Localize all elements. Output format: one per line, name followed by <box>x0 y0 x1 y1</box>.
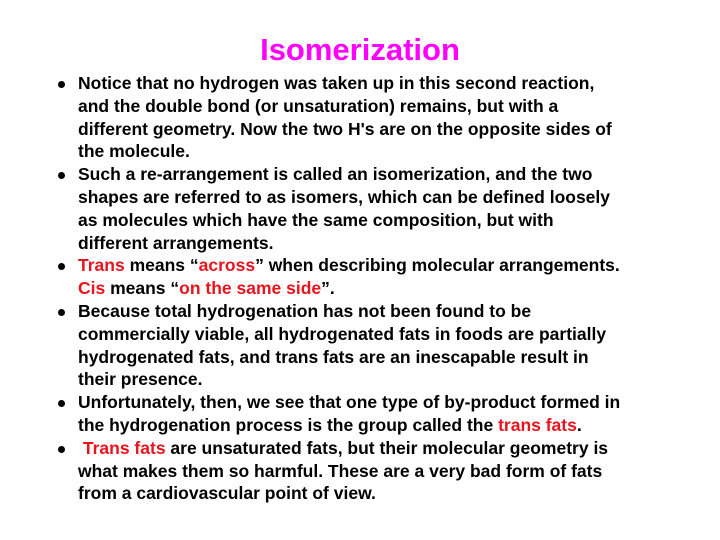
highlight-trans-fats: Trans fats <box>82 437 166 458</box>
bullet-item-by-product <box>53 391 703 437</box>
bullet-item-no-hydrogen <box>53 72 703 163</box>
slide-title: Isomerization <box>260 32 460 67</box>
bullet-item-total-hydrogenation <box>53 300 703 391</box>
text-segment: means “ <box>105 278 180 299</box>
text-segment: ” when describing molecular arrangements. <box>255 255 620 276</box>
bullet-line: Notice that no hydrogen was taken up in this second reaction, <box>78 73 595 93</box>
bullet-line: their presence. <box>78 369 203 390</box>
text-segment: . <box>576 414 582 435</box>
bullet-line: shapes are referred to as isomers, which can be defined loosely <box>78 186 611 207</box>
bullet-line <box>78 277 703 300</box>
highlight-across: across <box>198 255 256 276</box>
bullet-line: and the double bond (or unsaturation) remains, but with a <box>78 95 559 116</box>
bullet-line: different geometry. Now the two H's are on the opposite sides of <box>78 118 612 139</box>
term-trans: Trans <box>78 255 125 276</box>
highlight-trans-fats: trans fats <box>498 414 577 435</box>
bullet-line <box>78 254 703 277</box>
bullet-line: what makes them so harmful. These are a very bad form of fats <box>78 460 603 481</box>
text-segment: ”. <box>321 278 335 299</box>
bullet-line <box>78 437 703 460</box>
bullet-line: Such a re-arrangement is called an isomerization, and the two <box>78 164 593 185</box>
bullet-line: different arrangements. <box>78 232 274 253</box>
text-segment: means “ <box>124 255 199 276</box>
bullet-line: from a cardiovascular point of view. <box>78 483 376 504</box>
highlight-same-side: on the same side <box>179 278 322 299</box>
bullet-line: as molecules which have the same composition, but with <box>78 209 554 230</box>
bullet-item-isomers <box>53 163 703 254</box>
text-segment: are unsaturated fats, but their molecular geometry is <box>165 437 609 458</box>
bullet-line: commercially viable, all hydrogenated fats in foods are partially <box>78 323 607 344</box>
bullet-item-trans-fats-harmful <box>53 437 703 505</box>
bullet-item-trans-cis <box>53 254 703 300</box>
bullet-list <box>53 72 703 505</box>
text-segment: the hydrogenation process is the group called the <box>78 414 499 435</box>
bullet-line <box>78 414 703 437</box>
bullet-line: hydrogenated fats, and trans fats are an inescapable result in <box>78 346 589 367</box>
bullet-line: Unfortunately, then, we see that one type of by-product formed in <box>78 392 621 413</box>
bullet-line: the molecule. <box>78 141 190 162</box>
term-cis: Cis <box>78 278 106 299</box>
bullet-line: Because total hydrogenation has not been found to be <box>78 300 532 321</box>
